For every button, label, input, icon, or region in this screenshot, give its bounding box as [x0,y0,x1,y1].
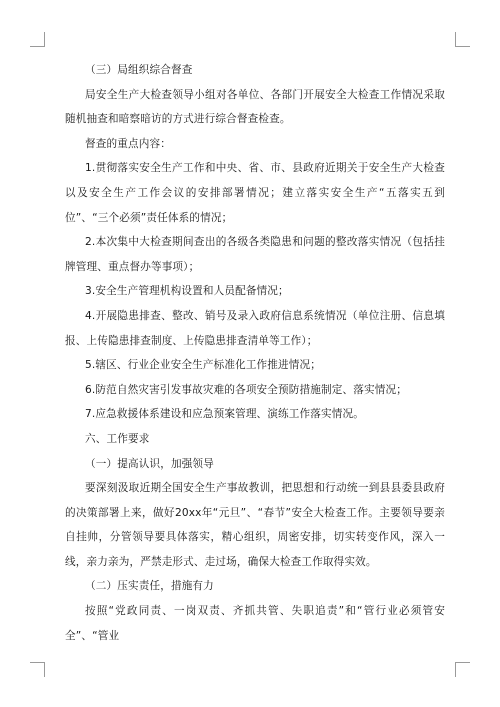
paragraph-raise-awareness: 要深刻汲取近期全国安全生产事故教训，把思想和行动统一到县县委县政府的决策部署上来，做好20xx年“元旦”、“春节”安全大检查工作。主要领导要亲自挂帅，分管领导要具体落实，精心组织，周密安排，切实转变作风，深入一线，亲力亲为，严禁走形式、走过场，确保大检查工作取得实效。 [65,482,445,568]
crop-mark-bottom-right [455,662,470,677]
paragraph-inspection-focus-label: 督查的重点内容： [85,137,171,150]
crop-mark-top-right [455,32,470,47]
list-item-6: 6.防范自然灾害引发事故灾难的各项安全预防措施制定、落实情况； [85,383,407,396]
subsection-heading-raise-awareness: （一）提高认识，加强领导 [85,457,214,470]
list-item-2: 2.本次集中大检查期间查出的各级各类隐患和问题的整改落实情况（包括挂牌管理、重点督办等事项）； [65,236,445,273]
section-heading-work-requirements: 六、工作要求 [85,432,150,445]
crop-mark-top-left [30,32,45,47]
list-item-4: 4.开展隐患排查、整改、销号及录入政府信息系统情况（单位注册、信息填报、上传隐患排查制度、上传隐患排查清单等工作）； [65,309,445,347]
crop-mark-bottom-left [30,662,45,677]
section-heading-bureau-inspection: （三）局组织综合督查 [85,64,193,76]
subsection-heading-responsibility: （二）压实责任，措施有力 [85,580,214,593]
list-item-1: 1.贯彻落实安全生产工作和中央、省、市、县政府近期关于安全生产大检查以及安全生产工作会议的安排部署情况；建立落实安全生产“五落实五到位”、“三个必须”责任体系的情况； [65,162,445,224]
list-item-7: 7.应急救援体系建设和应急预案管理、演练工作落实情况。 [85,408,364,421]
paragraph-inspection-method: 局安全生产大检查领导小组对各单位、各部门开展安全大检查工作情况采取随机抽查和暗察暗访的方式进行综合督查检查。 [65,88,445,126]
paragraph-responsibility: 按照“党政同责、一岗双责、齐抓共管、失职追责”和“管行业必须管安全”、“管业 [65,605,445,642]
document-body [65,58,445,648]
list-item-3: 3.安全生产管理机构设置和人员配备情况； [85,285,289,298]
list-item-5: 5.辖区、行业企业安全生产标准化工作推进情况； [85,359,322,372]
